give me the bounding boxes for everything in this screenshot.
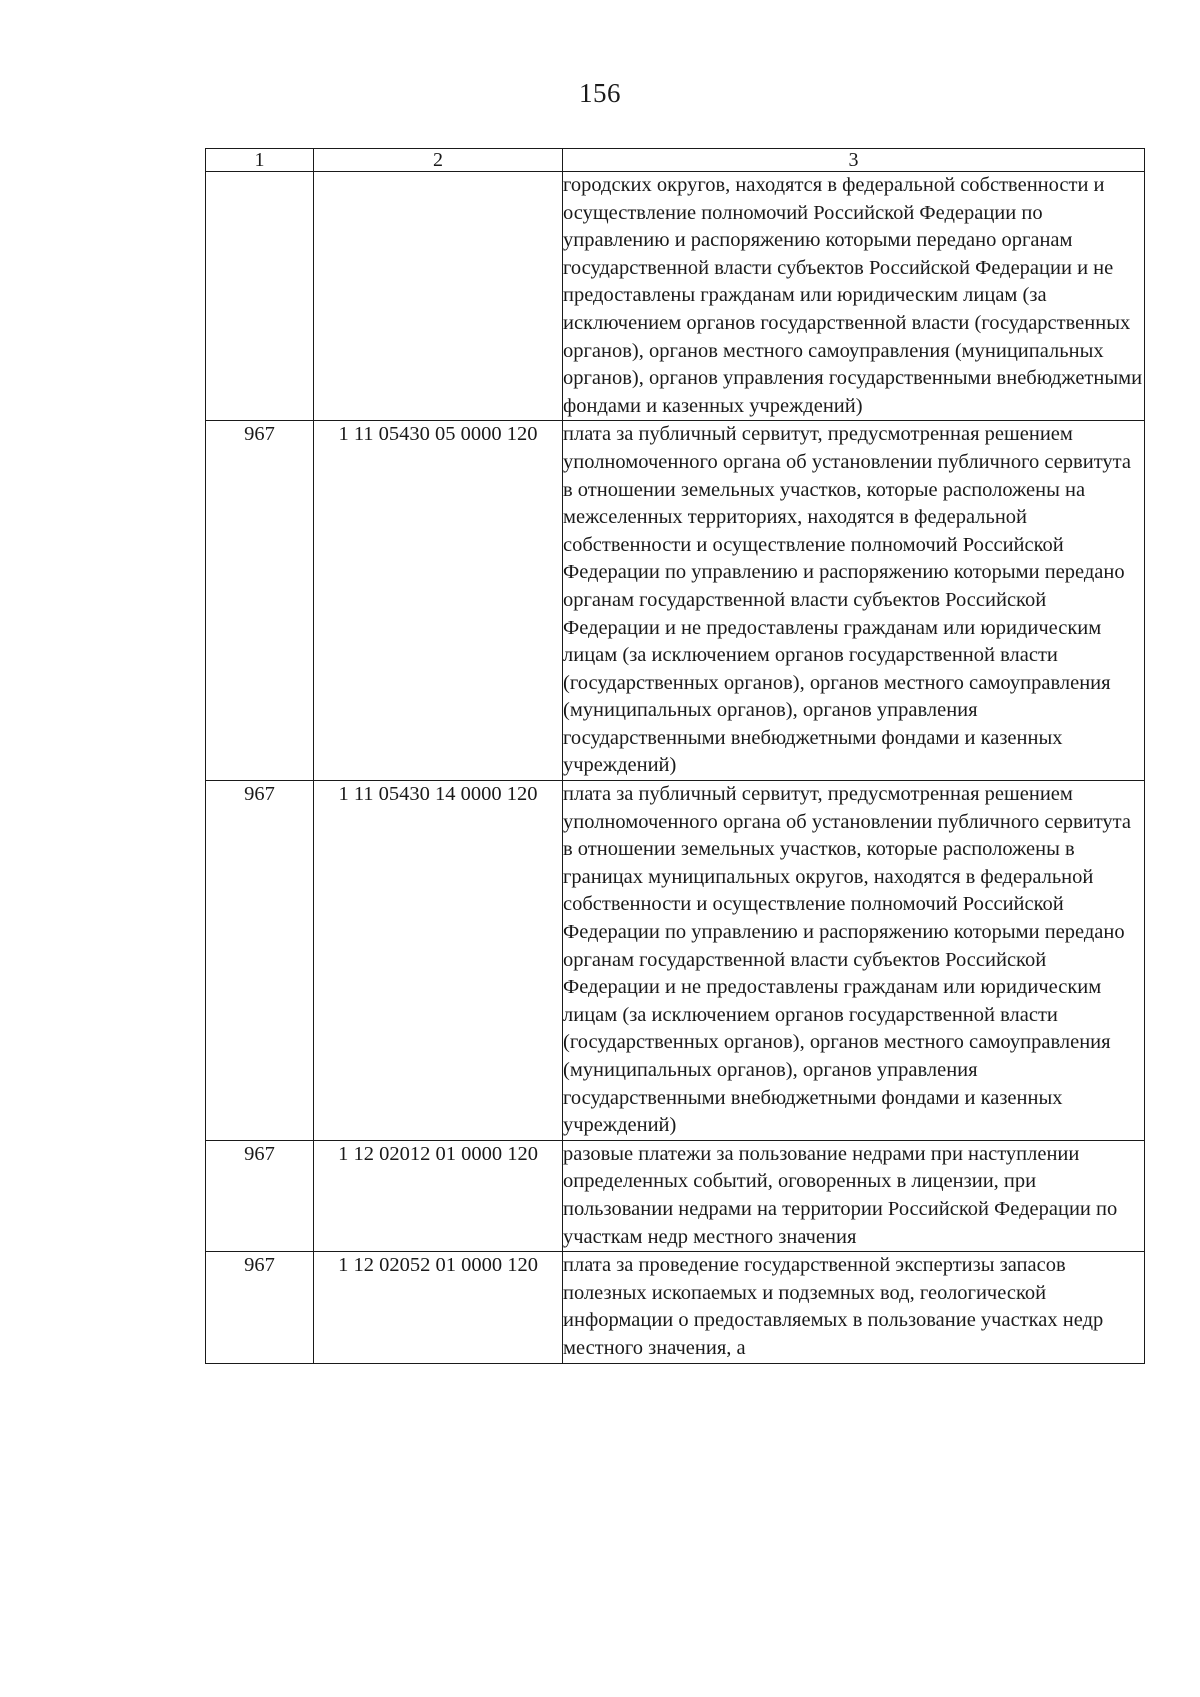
table-row — [206, 781, 1145, 1141]
admin-code-cell: 967 — [206, 781, 314, 1141]
description-cell: разовые платежи за пользование недрами при наступлении определенных событий, оговоренных в лицензии, при пользовании недрами на территории Российской Федерации по участкам недр местного значения — [563, 1140, 1145, 1251]
column-header-1: 1 — [206, 149, 314, 172]
table-row — [206, 172, 1145, 421]
admin-code-cell: 967 — [206, 1140, 314, 1251]
column-header-2: 2 — [314, 149, 563, 172]
admin-code-cell — [206, 172, 314, 421]
table-row — [206, 421, 1145, 781]
revenue-code-cell — [314, 172, 563, 421]
admin-code-cell: 967 — [206, 421, 314, 781]
table-row — [206, 1140, 1145, 1251]
description-cell: городских округов, находятся в федеральной собственности и осуществление полномочий Российской Федерации по управлению и распоряжению которыми передано органам государственной власти субъектов Российской Федерации и не предоставлены гражданам или юридическим лицам (за исключением органов государственной власти (государственных органов), органов местного самоуправления (муниципальных органов), органов управления государственными внебюджетными фондами и казенных учреждений) — [563, 172, 1145, 421]
revenue-code-cell: 1 12 02052 01 0000 120 — [314, 1252, 563, 1363]
description-cell: плата за публичный сервитут, предусмотренная решением уполномоченного органа об установлении публичного сервитута в отношении земельных участков, которые расположены на межселенных территориях, находятся в федеральной собственности и осуществление полномочий Российской Федерации по управлению и распоряжению которыми передано органам государственной власти субъектов Российской Федерации и не предоставлены гражданам или юридическим лицам (за исключением органов государственной власти (государственных органов), органов местного самоуправления (муниципальных органов), органов управления государственными внебюджетными фондами и казенных учреждений) — [563, 421, 1145, 781]
description-cell: плата за публичный сервитут, предусмотренная решением уполномоченного органа об установлении публичного сервитута в отношении земельных участков, которые расположены в границах муниципальных округов, находятся в федеральной собственности и осуществление полномочий Российской Федерации по управлению и распоряжению которыми передано органам государственной власти субъектов Российской Федерации и не предоставлены гражданам или юридическим лицам (за исключением органов государственной власти (государственных органов), органов местного самоуправления (муниципальных органов), органов управления государственными внебюджетными фондами и казенных учреждений) — [563, 781, 1145, 1141]
page-number: 156 — [579, 78, 621, 108]
table-row — [206, 1252, 1145, 1363]
revenue-code-cell: 1 11 05430 05 0000 120 — [314, 421, 563, 781]
revenue-code-cell: 1 12 02012 01 0000 120 — [314, 1140, 563, 1251]
description-cell: плата за проведение государственной экспертизы запасов полезных ископаемых и подземных вод, геологической информации о предоставляемых в пользование участках недр местного значения, а — [563, 1252, 1145, 1363]
table-header-row — [206, 149, 1145, 172]
revenue-code-cell: 1 11 05430 14 0000 120 — [314, 781, 563, 1141]
revenue-codes-table — [205, 148, 1145, 1364]
admin-code-cell: 967 — [206, 1252, 314, 1363]
column-header-3: 3 — [563, 149, 1145, 172]
